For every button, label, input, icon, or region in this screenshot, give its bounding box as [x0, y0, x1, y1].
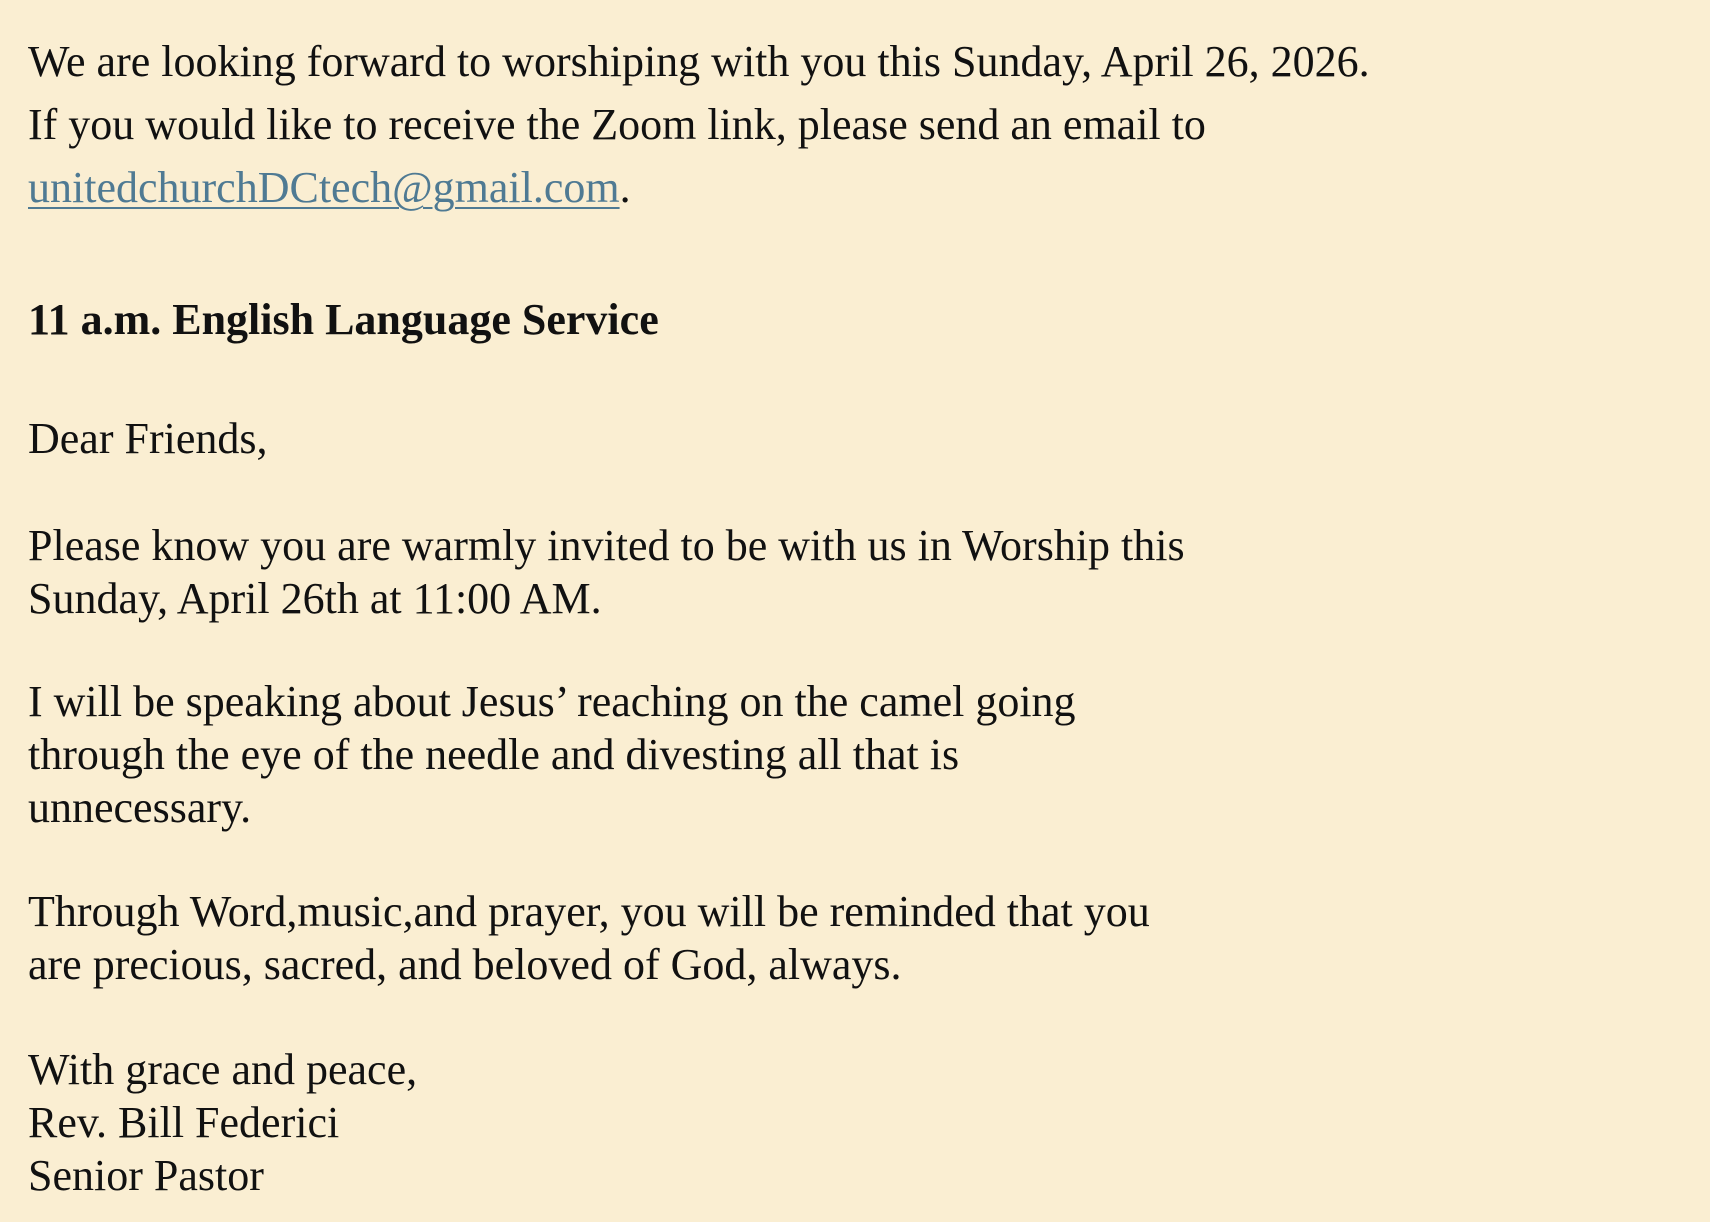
paragraph-line: through the eye of the needle and divesting all that is	[28, 730, 960, 779]
letter-paragraph-reminder	[28, 885, 1150, 991]
intro-section	[28, 30, 1688, 219]
letter-signoff	[28, 1043, 417, 1202]
service-heading: 11 a.m. English Language Service	[28, 295, 659, 344]
paragraph-line: Through Word,music,and prayer, you will be reminded that you	[28, 887, 1150, 936]
paragraph-line: are precious, sacred, and beloved of God, always.	[28, 940, 902, 989]
letter-greeting: Dear Friends,	[28, 414, 268, 463]
signature-title: Senior Pastor	[28, 1151, 264, 1200]
email-suffix: .	[619, 163, 631, 212]
intro-line-date: We are looking forward to worshiping with you this Sunday, April 26, 2026.	[28, 37, 1370, 86]
paragraph-line: I will be speaking about Jesus’ reaching on the camel going	[28, 677, 1076, 726]
paragraph-line: unnecessary.	[28, 783, 252, 832]
intro-line-zoom: If you would like to receive the Zoom link, please send an email to	[28, 100, 1206, 149]
paragraph-line: Sunday, April 26th at 11:00 AM.	[28, 574, 602, 623]
letter-paragraph-sermon	[28, 675, 1076, 834]
signature-name: Rev. Bill Federici	[28, 1098, 340, 1147]
paragraph-line: Please know you are warmly invited to be with us in Worship this	[28, 521, 1185, 570]
closing-text: With grace and peace,	[28, 1045, 418, 1094]
email-link[interactable]: unitedchurchDCtech@gmail.com	[28, 163, 620, 212]
letter-paragraph-invitation	[28, 519, 1185, 625]
intro-email-line	[28, 156, 1688, 219]
